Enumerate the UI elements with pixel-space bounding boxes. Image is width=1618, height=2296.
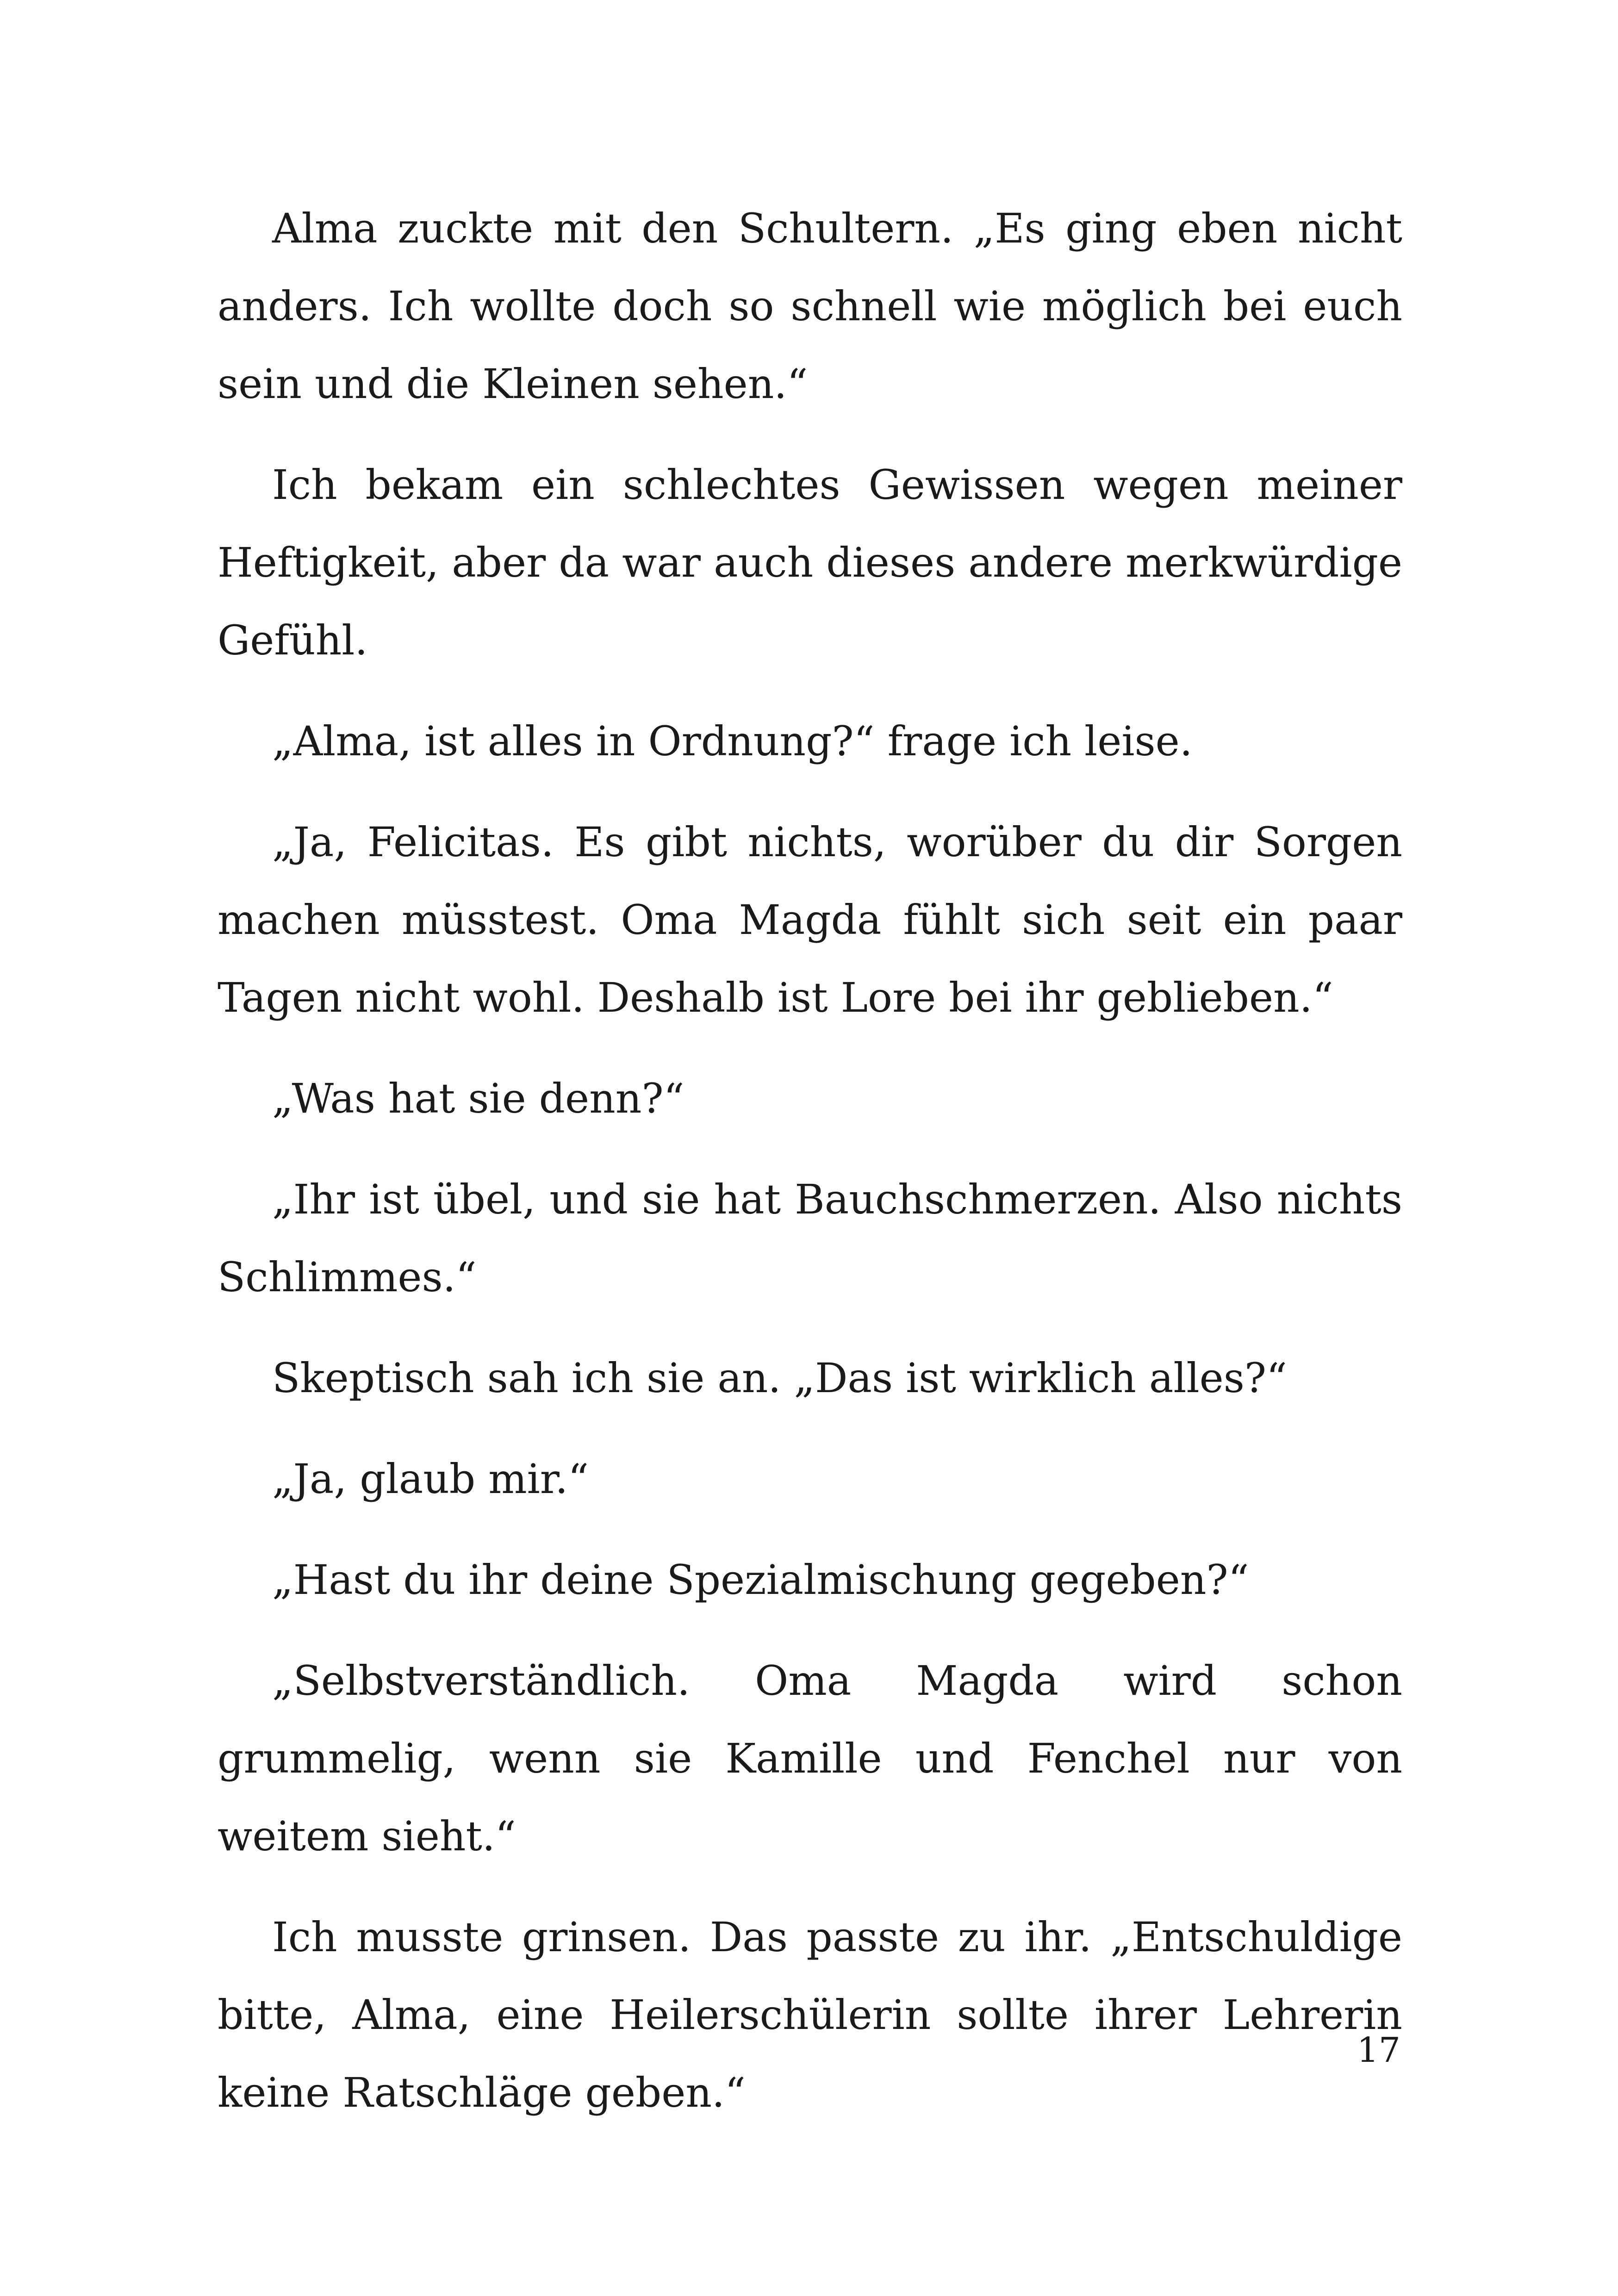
paragraph: Ich musste grinsen. Das passte zu ihr. „Entschuldige bitte, Alma, eine Heilerschülerin sollte ihrer Lehrerin keine Ratschläge geben.“	[218, 1913, 1402, 2116]
paragraph: „Ihr ist übel, und sie hat Bauchschmerzen. Also nichts Schlimmes.“	[218, 1176, 1402, 1301]
paragraph: Ich bekam ein schlechtes Gewissen wegen meiner Heftigkeit, aber da war auch dieses andere merkwürdige Gefühl.	[218, 461, 1402, 664]
paragraph: „Ja, Felicitas. Es gibt nichts, worüber du dir Sorgen machen müsstest. Oma Magda fühlt sich seit ein paar Tagen nicht wohl. Deshalb ist Lore bei ihr geblieben.“	[218, 818, 1402, 1021]
paragraph: „Was hat sie denn?“	[272, 1075, 685, 1122]
body-text	[218, 190, 1402, 2155]
page-number: 17	[1357, 2030, 1400, 2070]
paragraph: „Hast du ihr deine Spezialmischung gegeben?“	[272, 1556, 1249, 1604]
paragraph: Alma zuckte mit den Schultern. „Es ging eben nicht anders. Ich wollte doch so schnell wie möglich bei euch sein und die Kleinen sehen.“	[218, 205, 1402, 408]
paragraph: „Selbstverständlich. Oma Magda wird schon grummelig, wenn sie Kamille und Fenchel nur von weitem sieht.“	[218, 1657, 1402, 1860]
paragraph: „Ja, glaub mir.“	[272, 1455, 589, 1503]
paragraph: Skeptisch sah ich sie an. „Das ist wirklich alles?“	[272, 1354, 1288, 1402]
paragraph: „Alma, ist alles in Ordnung?“ frage ich leise.	[272, 717, 1193, 765]
